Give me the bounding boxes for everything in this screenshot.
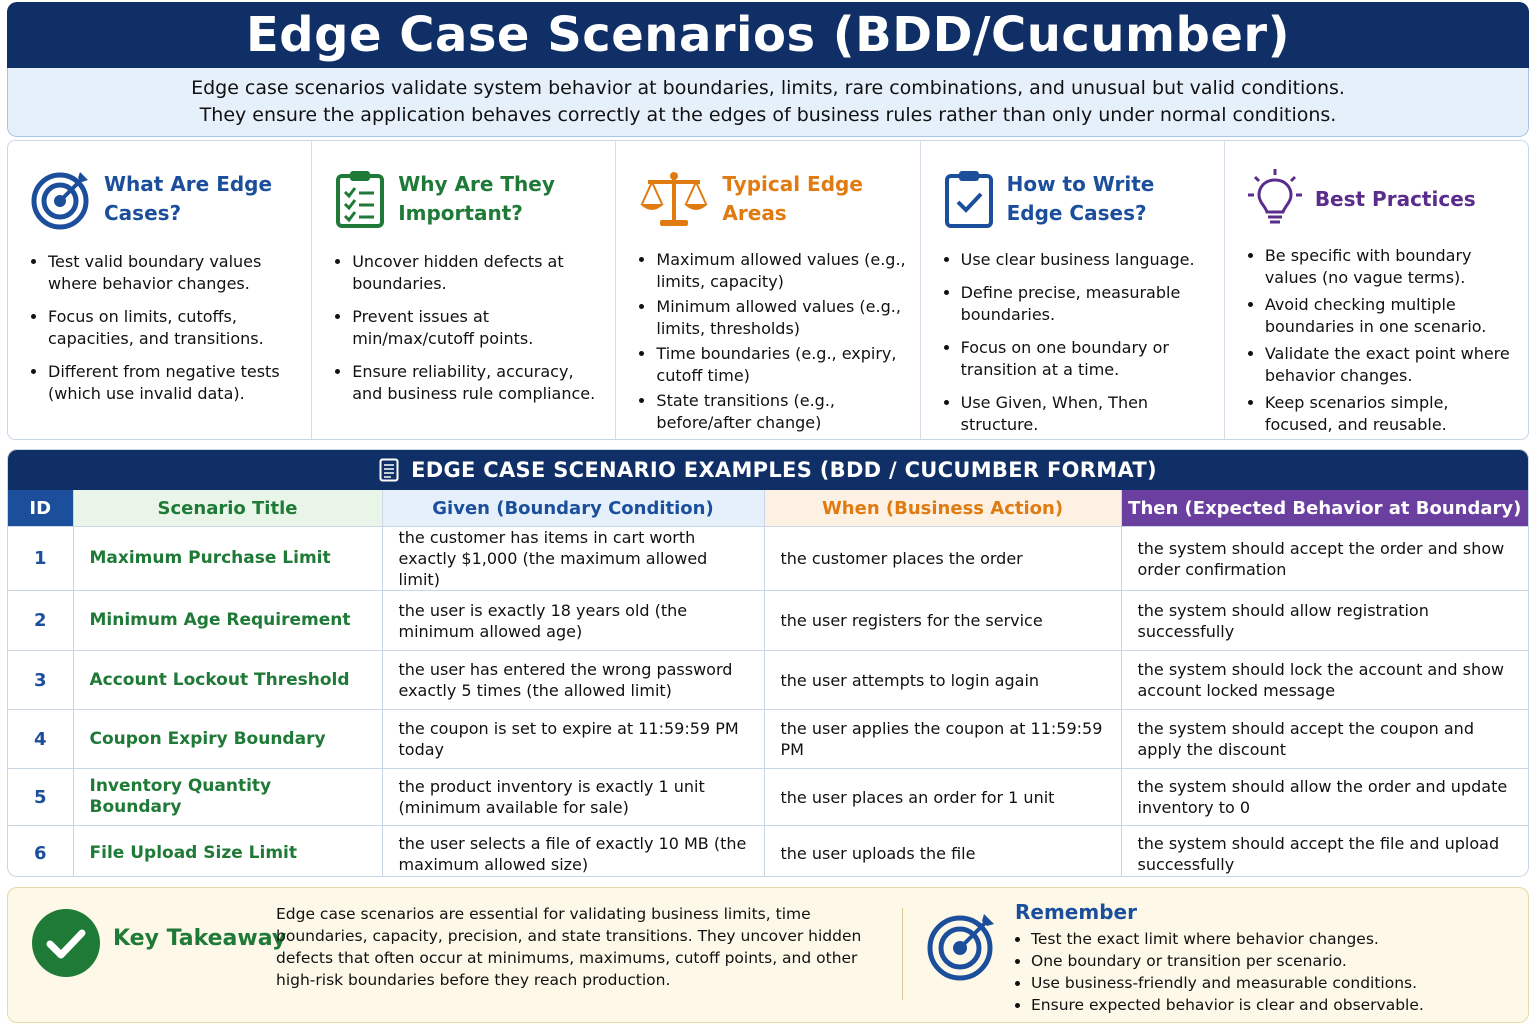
table-title: EDGE CASE SCENARIO EXAMPLES (BDD / CUCUMBER FORMAT) xyxy=(411,458,1157,482)
cell-id: 1 xyxy=(8,527,73,591)
scenario-grid xyxy=(8,490,1528,877)
card-title: What Are Edge Cases? xyxy=(104,172,273,225)
cell-then: the system should accept the order and show order confirmation xyxy=(1121,527,1528,591)
table-row xyxy=(8,527,1528,591)
card-bullet: • Uncover hidden defects at boundaries. xyxy=(352,251,601,295)
cell-title: Inventory Quantity Boundary xyxy=(73,769,382,826)
info-cards xyxy=(7,140,1529,440)
card-title: Best Practices xyxy=(1314,186,1476,211)
card-best-practices xyxy=(1225,141,1528,439)
intro-banner xyxy=(7,68,1529,137)
remember-item: • Use business-friendly and measurable conditions. xyxy=(1031,972,1424,994)
intro-line-2: They ensure the application behaves correctly at the edges of business rules rather than only under normal conditions. xyxy=(199,104,1337,126)
card-what-are-edge-cases xyxy=(8,141,312,439)
cell-when: the customer places the order xyxy=(764,527,1121,591)
target-icon xyxy=(926,910,998,982)
cell-id: 6 xyxy=(8,826,73,878)
card-bullets xyxy=(334,251,601,405)
card-bullets xyxy=(638,249,905,434)
cell-when: the user places an order for 1 unit xyxy=(764,769,1121,826)
cell-when: the user registers for the service xyxy=(764,591,1121,651)
intro-line-1: Edge case scenarios validate system behavior at boundaries, limits, rare combinations, and unusual but valid conditions. xyxy=(191,77,1345,99)
remember-list xyxy=(1015,928,1424,1016)
cell-given: the user has entered the wrong password exactly 5 times (the allowed limit) xyxy=(382,651,764,710)
footer-divider xyxy=(902,908,903,1000)
card-bullets xyxy=(30,251,297,405)
card-bullet: • Use Given, When, Then structure. xyxy=(961,392,1210,436)
cell-id: 3 xyxy=(8,651,73,710)
footer-panel xyxy=(7,887,1529,1023)
card-typical-edge-areas xyxy=(616,141,920,439)
card-bullet: • Time boundaries (e.g., expiry, cutoff time) xyxy=(656,343,905,387)
cell-given: the coupon is set to expire at 11:59:59 PM today xyxy=(382,710,764,769)
header-when: When (Business Action) xyxy=(764,490,1121,527)
cell-then: the system should accept the file and upload successfully xyxy=(1137,833,1500,874)
cell-then: the system should allow the order and update inventory to 0 xyxy=(1121,769,1528,826)
cell-title: Minimum Age Requirement xyxy=(73,591,382,651)
header-given: Given (Boundary Condition) xyxy=(382,490,764,527)
card-title: Typical Edge Areas xyxy=(722,172,863,225)
title-bar xyxy=(7,2,1529,68)
cell-then: the system should lock the account and show account locked message xyxy=(1121,651,1528,710)
table-row xyxy=(8,710,1528,769)
cell-given: the user selects a file of exactly 10 MB (the maximum allowed size) xyxy=(382,826,764,878)
remember-item: • Ensure expected behavior is clear and observable. xyxy=(1031,994,1424,1016)
cell-then: the system should allow registration successfully xyxy=(1121,591,1528,651)
cell-given: the customer has items in cart worth exactly $1,000 (the maximum allowed limit) xyxy=(382,527,764,591)
target-icon xyxy=(30,168,92,230)
header-then: Then (Expected Behavior at Boundary) xyxy=(1121,490,1528,527)
card-bullet: • Be specific with boundary values (no vague terms). xyxy=(1265,245,1514,289)
table-row xyxy=(8,651,1528,710)
card-bullets xyxy=(1247,245,1514,436)
header-id: ID xyxy=(8,490,73,527)
card-bullet: • Focus on one boundary or transition at a time. xyxy=(961,337,1210,381)
card-bullet: • Different from negative tests (which use invalid data). xyxy=(48,361,297,405)
header-scenario-title: Scenario Title xyxy=(73,490,382,527)
card-why-important xyxy=(312,141,616,439)
card-bullet: • State transitions (e.g., before/after change) xyxy=(656,390,905,434)
card-bullets xyxy=(943,249,1210,436)
remember-item: • One boundary or transition per scenario. xyxy=(1031,950,1424,972)
clipboard-check-icon xyxy=(943,168,995,230)
card-bullet: • Define precise, measurable boundaries. xyxy=(961,282,1210,326)
card-bullet: • Test valid boundary values where behavior changes. xyxy=(48,251,297,295)
lightbulb-icon xyxy=(1247,168,1303,230)
scales-icon xyxy=(638,168,710,230)
key-takeaway-text: Edge case scenarios are essential for validating business limits, time boundaries, capacity, precision, and state transitions. They uncover hidden defects that often occur at minimums, maximums, cutoff points, and other high-risk boundaries before they reach production. xyxy=(276,905,862,989)
cell-given: the user is exactly 18 years old (the minimum allowed age) xyxy=(382,591,764,651)
cell-given: the product inventory is exactly 1 unit (minimum available for sale) xyxy=(382,769,764,826)
card-bullet: • Use clear business language. xyxy=(961,249,1210,271)
checklist-icon xyxy=(334,168,386,230)
document-icon xyxy=(379,458,399,482)
check-circle-icon xyxy=(32,909,100,977)
card-bullet: • Prevent issues at min/max/cutoff points. xyxy=(352,306,601,350)
cell-id: 5 xyxy=(8,769,73,826)
cell-id: 4 xyxy=(8,710,73,769)
table-row xyxy=(8,826,1528,878)
card-bullet: • Validate the exact point where behavior changes. xyxy=(1265,343,1514,387)
card-bullet: • Minimum allowed values (e.g., limits, thresholds) xyxy=(656,296,905,340)
card-bullet: • Focus on limits, cutoffs, capacities, and transitions. xyxy=(48,306,297,350)
table-title-bar xyxy=(8,450,1528,490)
remember-item: • Test the exact limit where behavior changes. xyxy=(1031,928,1424,950)
card-bullet: • Keep scenarios simple, focused, and reusable. xyxy=(1265,392,1514,436)
cell-when: the user attempts to login again xyxy=(764,651,1121,710)
card-bullet: • Maximum allowed values (e.g., limits, capacity) xyxy=(656,249,905,293)
card-bullet: • Ensure reliability, accuracy, and business rule compliance. xyxy=(352,361,601,405)
remember-title: Remember xyxy=(1015,900,1137,924)
card-how-to-write xyxy=(921,141,1225,439)
cell-then: the system should accept the coupon and apply the discount xyxy=(1121,710,1528,769)
card-title: Why Are They Important? xyxy=(398,172,555,225)
card-title: How to Write Edge Cases? xyxy=(1006,172,1155,225)
card-bullet: • Avoid checking multiple boundaries in one scenario. xyxy=(1265,294,1514,338)
cell-title: Coupon Expiry Boundary xyxy=(73,710,382,769)
cell-when: the user uploads the file xyxy=(764,826,1121,878)
cell-title: Maximum Purchase Limit xyxy=(73,527,382,591)
table-row xyxy=(8,769,1528,826)
cell-title: Account Lockout Threshold xyxy=(73,651,382,710)
scenario-table xyxy=(7,449,1529,877)
page-title: Edge Case Scenarios (BDD/Cucumber) xyxy=(245,7,1291,63)
cell-id: 2 xyxy=(8,591,73,651)
cell-when: the user applies the coupon at 11:59:59 PM xyxy=(764,710,1121,769)
table-row xyxy=(8,591,1528,651)
key-takeaway-label: Key Takeaway xyxy=(113,926,287,951)
cell-title: File Upload Size Limit xyxy=(73,826,382,878)
